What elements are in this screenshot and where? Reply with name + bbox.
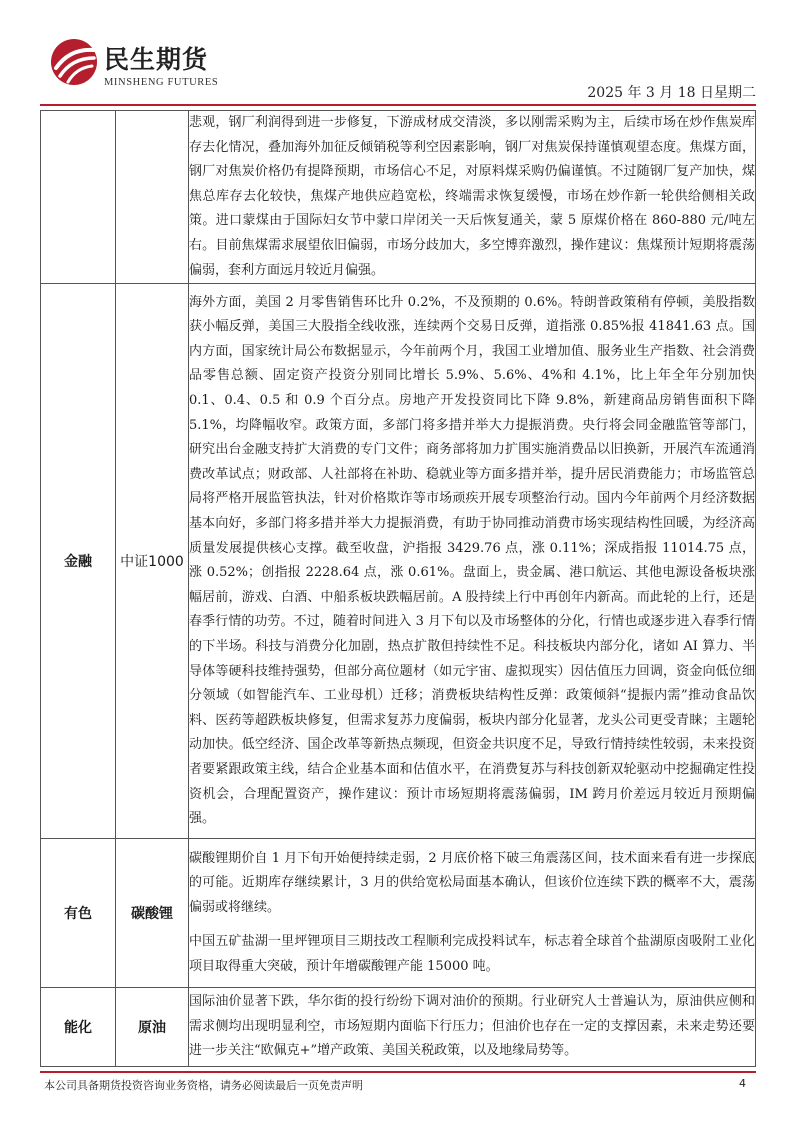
page-number: 4	[739, 1077, 746, 1090]
sector-cell	[41, 111, 116, 284]
analysis-paragraph: 碳酸锂期价自 1 月下旬开始便持续走弱，2 月底价格下破三角震荡区间，技术面来看有进一步探底的可能。近期库存继续累计，3 月的供给宽松局面基本确认，但该价位连续下跌的概率不大，震荡偏弱或将继续。	[189, 850, 755, 915]
company-name-en: MINSHENG FUTURES	[104, 77, 219, 88]
analysis-cell	[189, 988, 756, 1067]
disclaimer-text: 本公司具备期货投资咨询业务资格，请务必阅读最后一页免责声明	[44, 1079, 363, 1092]
analysis-paragraph: 海外方面，美国 2 月零售销售环比升 0.2%，不及预期的 0.6%。特朗普政策稍有停顿，美股指数获小幅反弹，美国三大股指全线收涨，连续两个交易日反弹，道指涨 0.85%报 41841.63 点。国内方面，国家统计局公布数据显示，今年前两个月，我国工业增加值、服务业生产指数、社会消费品零售总额、固定资产投资分别同比增长 5.9%、5.6%、4%和 4.1%，比上年全年分别加快 0.1、0.4、0.5 和 0.9 个百分点。房地产开发投资同比下降 9.8%，新建商品房销售面积下降 5.1%，均降幅收窄。政策方面，多部门将多措并举大力提振消费。央行将会同金融监管等部门，研究出台金融支持扩大消费的专门文件；商务部将加力扩围实施消费品以旧换新，开展汽车流通消费改革试点；财政部、人社部将在补助、稳就业等方面多措并举，提升居民消费能力；市场监管总局将严格开展监管执法，针对价格欺诈等市场顽疾开展专项整治行动。国内今年前两个月经济数据基本向好，多部门将多措并举大力提振消费，有助于协同推动消费市场实现结构性回暖，为经济高质量发展提供核心支撑。截至收盘，沪指报 3429.76 点，涨 0.11%；深成指报 11014.75 点，涨 0.52%；创指报 2228.64 点，涨 0.61%。盘面上，贵金属、港口航运、其他电源设备板块涨幅居前，游戏、白酒、中船系板块跌幅居前。A 股持续上行中再创年内新高。而此轮的上行，还是春季行情的功劳。不过，随着时间进入 3 月下旬以及市场整体的分化，行情也或逐步进入春季行情的下半场。科技与消费分化加剧，热点扩散但持续性不足。科技板块内部分化，诸如 AI 算力、半导体等硬科技维持强势，但部分高位题材（如元宇宙、虚拟现实）因估值压力回调，资金向低位细分领域（如智能汽车、工业母机）迁移；消费板块结构性反弹：政策倾斜“提振内需”推动食品饮料、医药等超跌板块修复，但需求复苏力度偏弱，板块内部分化显著，龙头公司更受青睐；主题轮动加快。低空经济、国企改革等新热点频现，但资金共识度不足，导致行情持续性较弱，未来投资者要紧跟政策主线，结合企业基本面和估值水平，在消费复苏与科技创新双轮驱动中挖掘确定性投资机会，合理配置资产，操作建议：预计市场短期将震荡偏弱，IM 跨月价差远月较近月预期偏强。	[189, 294, 755, 827]
minsheng-logo-icon	[50, 38, 98, 86]
company-name-cn: 民生期货	[104, 45, 209, 74]
product-cell: 碳酸锂	[116, 839, 189, 988]
report-date: 2025 年 3 月 18 日星期二	[587, 85, 756, 101]
product-cell: 中证1000	[116, 284, 189, 839]
table-row	[41, 111, 756, 284]
product-cell	[116, 111, 189, 284]
table-row	[41, 988, 756, 1067]
table-row	[41, 839, 756, 988]
analysis-cell	[189, 839, 756, 988]
footer-divider	[40, 1071, 756, 1073]
table-row	[41, 284, 756, 839]
sector-cell: 金融	[41, 284, 116, 839]
product-cell: 原油	[116, 988, 189, 1067]
page-header	[40, 38, 756, 102]
commodity-table	[40, 110, 756, 1067]
analysis-paragraph: 悲观，钢厂利润得到进一步修复，下游成材成交清淡，多以刚需采购为主，后续市场在炒作焦炭库存去化情况，叠加海外加征反倾销税等利空因素影响，钢厂对焦炭保持谨慎观望态度。焦煤方面，钢厂对焦炭价格仍有提降预期，市场信心不足，对原料煤采购仍偏谨慎。不过随钢厂复产加快，煤焦总库存去化较快，焦煤产地供应趋宽松，终端需求恢复缓慢，市场在炒作新一轮供给侧相关政策。进口蒙煤由于国际妇女节中蒙口岸闭关一天后恢复通关，蒙 5 原煤价格在 860-880 元/吨左右。目前焦煤需求展望依旧偏弱，市场分歧加大，多空博弈激烈，操作建议：焦煤预计短期将震荡偏弱，套利方面远月较近月偏强。	[189, 115, 755, 278]
analysis-paragraph: 国际油价显著下跌，华尔街的投行纷纷下调对油价的预期。行业研究人士普遍认为，原油供应侧和需求侧均出现明显利空，市场短期内面临下行压力；但油价也存在一定的支撑因素，未来走势还要进一步关注“欧佩克+”增产政策、美国关税政策，以及地缘局势等。	[189, 994, 755, 1059]
sector-cell: 能化	[41, 988, 116, 1067]
sector-cell: 有色	[41, 839, 116, 988]
analysis-cell	[189, 284, 756, 839]
header-divider	[40, 104, 756, 106]
analysis-cell	[189, 111, 756, 284]
analysis-paragraph: 中国五矿盐湖一里坪锂项目三期技改工程顺利完成投料试车，标志着全球首个盐湖原卤吸附工业化项目取得重大突破，预计年增碳酸锂产能 15000 吨。	[189, 934, 755, 975]
